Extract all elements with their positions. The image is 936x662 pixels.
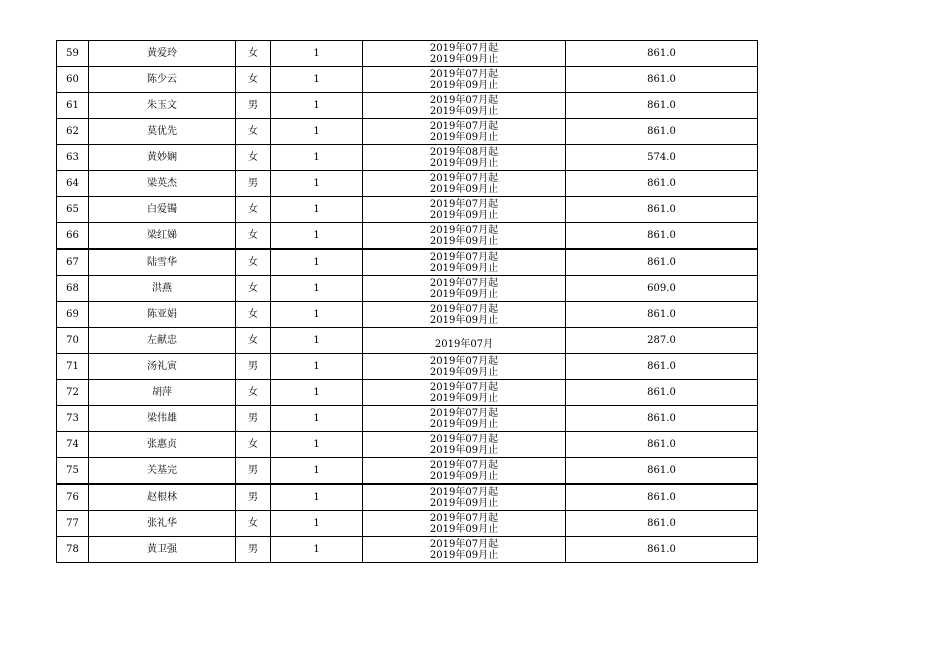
name-cell: 黄爱玲: [89, 41, 236, 67]
amount-cell: 861.0: [566, 432, 758, 458]
table-body: [57, 41, 758, 563]
period-cell: [363, 223, 566, 250]
row-number-cell: 74: [57, 432, 89, 458]
name-cell: 梁伟雄: [89, 406, 236, 432]
row-number-cell: 61: [57, 93, 89, 119]
row-number-cell: 67: [57, 249, 89, 276]
table-row: [57, 249, 758, 276]
period-cell: [363, 302, 566, 328]
gender-cell: 男: [236, 171, 271, 197]
period-cell: [363, 67, 566, 93]
gender-cell: 女: [236, 249, 271, 276]
period-line: 2019年09月止: [429, 549, 499, 561]
period-line: 2019年07月起: [429, 512, 499, 524]
period-cell: [363, 276, 566, 302]
table-row: [57, 197, 758, 223]
period-line: 2019年09月止: [429, 262, 499, 274]
period-cell: [363, 145, 566, 171]
count-cell: 1: [271, 302, 363, 328]
period-line: 2019年07月起: [429, 224, 499, 236]
period-line: 2019年09月止: [429, 497, 499, 509]
period-line: 2019年07月起: [429, 407, 499, 419]
count-cell: 1: [271, 41, 363, 67]
gender-cell: 女: [236, 223, 271, 250]
period-line: 2019年07月起: [429, 94, 499, 106]
name-cell: 白爱镯: [89, 197, 236, 223]
count-cell: 1: [271, 223, 363, 250]
period-cell: [363, 511, 566, 537]
count-cell: 1: [271, 119, 363, 145]
name-cell: 赵根林: [89, 484, 236, 511]
gender-cell: 男: [236, 484, 271, 511]
table-row: [57, 328, 758, 354]
row-number-cell: 70: [57, 328, 89, 354]
table-row: [57, 511, 758, 537]
count-cell: 1: [271, 458, 363, 485]
gender-cell: 男: [236, 458, 271, 485]
period-cell: [363, 380, 566, 406]
table-row: [57, 276, 758, 302]
period-line: 2019年09月止: [429, 183, 499, 195]
count-cell: 1: [271, 537, 363, 563]
amount-cell: 861.0: [566, 119, 758, 145]
gender-cell: 女: [236, 432, 271, 458]
period-line: 2019年09月止: [429, 288, 499, 300]
count-cell: 1: [271, 328, 363, 354]
period-cell: [363, 406, 566, 432]
name-cell: 陆雪华: [89, 249, 236, 276]
period-cell: [363, 328, 566, 354]
table-row: [57, 171, 758, 197]
row-number-cell: 75: [57, 458, 89, 485]
period-line: 2019年09月止: [429, 418, 499, 430]
name-cell: 胡萍: [89, 380, 236, 406]
row-number-cell: 76: [57, 484, 89, 511]
gender-cell: 女: [236, 380, 271, 406]
period-cell: [363, 197, 566, 223]
name-cell: 莫优先: [89, 119, 236, 145]
period-line: 2019年09月止: [429, 444, 499, 456]
name-cell: 左献忠: [89, 328, 236, 354]
period-line: 2019年07月起: [429, 538, 499, 550]
period-cell: [363, 354, 566, 380]
amount-cell: 861.0: [566, 302, 758, 328]
gender-cell: 女: [236, 197, 271, 223]
name-cell: 汤礼寅: [89, 354, 236, 380]
amount-cell: 861.0: [566, 380, 758, 406]
row-number-cell: 69: [57, 302, 89, 328]
name-cell: 张惠贞: [89, 432, 236, 458]
amount-cell: 574.0: [566, 145, 758, 171]
gender-cell: 男: [236, 406, 271, 432]
period-line: 2019年07月起: [429, 433, 499, 445]
amount-cell: 609.0: [566, 276, 758, 302]
count-cell: 1: [271, 354, 363, 380]
amount-cell: 861.0: [566, 197, 758, 223]
period-line: 2019年09月止: [429, 366, 499, 378]
gender-cell: 女: [236, 276, 271, 302]
name-cell: 关基完: [89, 458, 236, 485]
table-row: [57, 458, 758, 485]
period-line: 2019年09月止: [429, 79, 499, 91]
gender-cell: 男: [236, 93, 271, 119]
table-row: [57, 223, 758, 250]
period-line: 2019年09月止: [429, 209, 499, 221]
period-cell: [363, 484, 566, 511]
table-row: [57, 484, 758, 511]
row-number-cell: 71: [57, 354, 89, 380]
table-row: [57, 380, 758, 406]
period-cell: [363, 537, 566, 563]
gender-cell: 女: [236, 41, 271, 67]
row-number-cell: 77: [57, 511, 89, 537]
period-line: 2019年07月起: [429, 303, 499, 315]
row-number-cell: 73: [57, 406, 89, 432]
period-line: 2019年09月止: [429, 53, 499, 65]
period-cell: [363, 41, 566, 67]
period-line: 2019年07月: [434, 339, 494, 350]
period-cell: [363, 119, 566, 145]
period-line: 2019年09月止: [429, 131, 499, 143]
amount-cell: 861.0: [566, 93, 758, 119]
count-cell: 1: [271, 484, 363, 511]
count-cell: 1: [271, 171, 363, 197]
row-number-cell: 63: [57, 145, 89, 171]
amount-cell: 861.0: [566, 406, 758, 432]
gender-cell: 女: [236, 511, 271, 537]
name-cell: 陈亚娟: [89, 302, 236, 328]
count-cell: 1: [271, 249, 363, 276]
amount-cell: 861.0: [566, 484, 758, 511]
period-line: 2019年07月起: [429, 42, 499, 54]
period-line: 2019年09月止: [429, 523, 499, 535]
table-row: [57, 537, 758, 563]
period-line: 2019年07月起: [429, 486, 499, 498]
table-row: [57, 406, 758, 432]
period-line: 2019年09月止: [429, 235, 499, 247]
row-number-cell: 62: [57, 119, 89, 145]
row-number-cell: 72: [57, 380, 89, 406]
table-row: [57, 67, 758, 93]
table-row: [57, 302, 758, 328]
name-cell: 黄妙娴: [89, 145, 236, 171]
table-row: [57, 119, 758, 145]
gender-cell: 男: [236, 354, 271, 380]
table-row: [57, 41, 758, 67]
row-number-cell: 66: [57, 223, 89, 250]
row-number-cell: 64: [57, 171, 89, 197]
period-line: 2019年07月起: [429, 277, 499, 289]
period-line: 2019年07月起: [429, 172, 499, 184]
gender-cell: 女: [236, 67, 271, 93]
period-line: 2019年07月起: [429, 68, 499, 80]
period-line: 2019年07月起: [429, 381, 499, 393]
amount-cell: 861.0: [566, 41, 758, 67]
spreadsheet-table: [56, 40, 758, 563]
amount-cell: 861.0: [566, 223, 758, 250]
amount-cell: 861.0: [566, 249, 758, 276]
gender-cell: 女: [236, 119, 271, 145]
period-line: 2019年09月止: [429, 157, 499, 169]
table-row: [57, 145, 758, 171]
table-row: [57, 432, 758, 458]
amount-cell: 287.0: [566, 328, 758, 354]
name-cell: 梁英杰: [89, 171, 236, 197]
period-line: 2019年07月起: [429, 355, 499, 367]
count-cell: 1: [271, 511, 363, 537]
name-cell: 黄卫强: [89, 537, 236, 563]
row-number-cell: 78: [57, 537, 89, 563]
count-cell: 1: [271, 276, 363, 302]
name-cell: 洪燕: [89, 276, 236, 302]
amount-cell: 861.0: [566, 354, 758, 380]
period-line: 2019年07月起: [429, 198, 499, 210]
amount-cell: 861.0: [566, 171, 758, 197]
count-cell: 1: [271, 197, 363, 223]
period-line: 2019年09月止: [429, 314, 499, 326]
row-number-cell: 65: [57, 197, 89, 223]
period-cell: [363, 93, 566, 119]
amount-cell: 861.0: [566, 511, 758, 537]
gender-cell: 男: [236, 537, 271, 563]
gender-cell: 女: [236, 145, 271, 171]
row-number-cell: 59: [57, 41, 89, 67]
name-cell: 张礼华: [89, 511, 236, 537]
name-cell: 陈少云: [89, 67, 236, 93]
period-line: 2019年09月止: [429, 105, 499, 117]
name-cell: 梁红娣: [89, 223, 236, 250]
amount-cell: 861.0: [566, 458, 758, 485]
period-line: 2019年09月止: [429, 470, 499, 482]
row-number-cell: 68: [57, 276, 89, 302]
amount-cell: 861.0: [566, 537, 758, 563]
period-cell: [363, 171, 566, 197]
count-cell: 1: [271, 380, 363, 406]
count-cell: 1: [271, 406, 363, 432]
count-cell: 1: [271, 67, 363, 93]
table-row: [57, 354, 758, 380]
period-line: 2019年07月起: [429, 251, 499, 263]
period-line: 2019年09月止: [429, 392, 499, 404]
gender-cell: 女: [236, 302, 271, 328]
count-cell: 1: [271, 145, 363, 171]
count-cell: 1: [271, 432, 363, 458]
count-cell: 1: [271, 93, 363, 119]
table-row: [57, 93, 758, 119]
period-cell: [363, 249, 566, 276]
period-line: 2019年08月起: [429, 146, 499, 158]
period-cell: [363, 458, 566, 485]
amount-cell: 861.0: [566, 67, 758, 93]
row-number-cell: 60: [57, 67, 89, 93]
period-line: 2019年07月起: [429, 120, 499, 132]
period-cell: [363, 432, 566, 458]
gender-cell: 女: [236, 328, 271, 354]
name-cell: 朱玉文: [89, 93, 236, 119]
period-line: 2019年07月起: [429, 459, 499, 471]
